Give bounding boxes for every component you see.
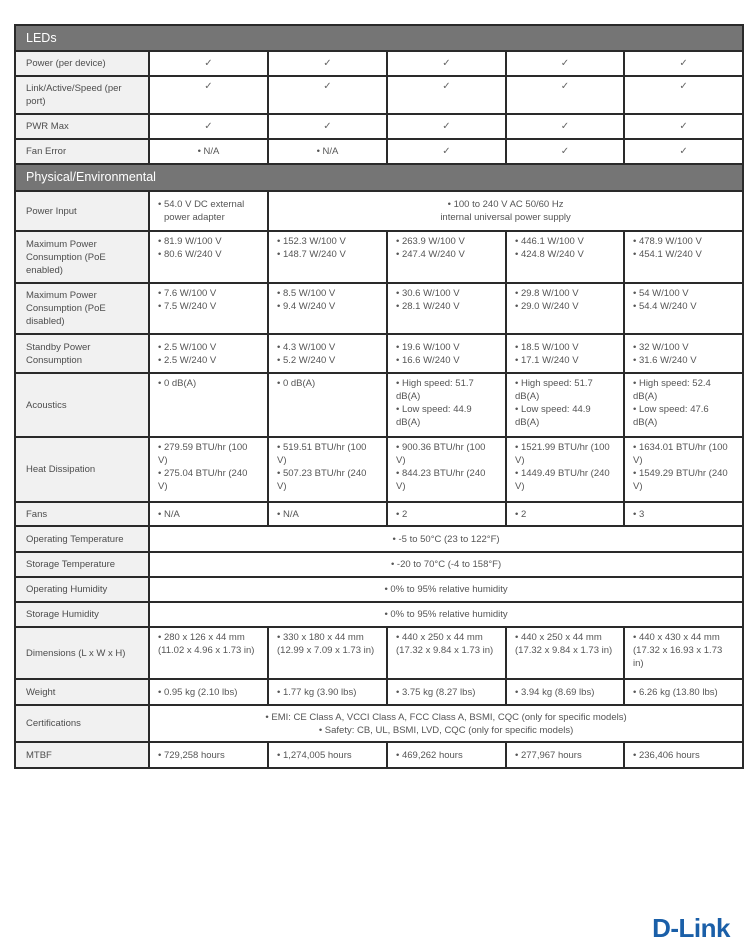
cell-line: • Low speed: 44.9 dB(A) [396, 404, 472, 428]
row-label: Storage Humidity [15, 602, 149, 627]
cell-line: • 1634.01 BTU/hr (100 V) [633, 442, 728, 466]
row-label: MTBF [15, 742, 149, 768]
cell-line: • 5.2 W/240 V [277, 354, 336, 366]
check-icon: ✓ [387, 139, 506, 164]
cell-line: • 446.1 W/100 V [515, 236, 584, 247]
cell-value [387, 373, 506, 437]
cell-line: • 0 dB(A) [277, 378, 316, 389]
cell-line: • 148.7 W/240 V [277, 249, 346, 260]
row-label: Weight [15, 679, 149, 705]
row-label: Fan Error [15, 139, 149, 164]
cell-value [624, 334, 743, 373]
check-icon: ✓ [506, 76, 624, 114]
section-header-leds [15, 25, 743, 51]
cell-value [506, 283, 624, 334]
cell-line: • 275.04 BTU/hr (240 V) [158, 468, 248, 492]
cell-value [624, 437, 743, 502]
check-icon: ✓ [624, 139, 743, 164]
cell-line: • Low speed: 47.6 dB(A) [633, 404, 709, 428]
check-icon: ✓ [506, 114, 624, 139]
table-row [15, 334, 743, 373]
cell-value: • 3 [624, 502, 743, 526]
table-row [15, 51, 743, 76]
table-row [15, 742, 743, 768]
cell-line: • 54.0 V DC external [158, 199, 245, 210]
check-icon: ✓ [387, 76, 506, 114]
table-row [15, 76, 743, 114]
cell-value [387, 437, 506, 502]
section-title: Physical/Environmental [15, 164, 743, 191]
cell-value: • N/A [149, 502, 268, 526]
cell-line: • 19.6 W/100 V [396, 341, 460, 353]
row-label: Storage Temperature [15, 552, 149, 577]
cell-line: • 247.4 W/240 V [396, 249, 465, 260]
cell-value [149, 705, 743, 742]
cell-value [149, 231, 268, 283]
check-icon: ✓ [268, 51, 387, 76]
cell-line: • 9.4 W/240 V [277, 301, 336, 312]
table-row [15, 114, 743, 139]
cell-value: • 330 x 180 x 44 mm (12.99 x 7.09 x 1.73 in) [268, 627, 387, 679]
cell-value [624, 373, 743, 437]
row-label: Maximum Power Consumption (PoE disabled) [15, 283, 149, 334]
cell-line: • 263.9 W/100 V [396, 236, 465, 247]
cell-value [149, 334, 268, 373]
cell-line: • 32 W/100 V [633, 341, 689, 353]
row-label: Maximum Power Consumption (PoE enabled) [15, 231, 149, 283]
cell-value [268, 283, 387, 334]
cell-line: • 29.8 W/100 V [515, 288, 579, 299]
cell-value: • 440 x 250 x 44 mm (17.32 x 9.84 x 1.73 in) [387, 627, 506, 679]
cell-value: • 236,406 hours [624, 742, 743, 768]
cell-line: • 4.3 W/100 V [277, 341, 336, 353]
table-row [15, 627, 743, 679]
cell-line: • 8.5 W/100 V [277, 288, 336, 299]
cell-line: • 478.9 W/100 V [633, 236, 702, 247]
check-icon: ✓ [624, 51, 743, 76]
check-icon: ✓ [149, 114, 268, 139]
cell-value: • 0.95 kg (2.10 lbs) [149, 679, 268, 705]
cell-value [149, 437, 268, 502]
cell-line: • 152.3 W/100 V [277, 236, 346, 247]
table-row [15, 552, 743, 577]
row-label: Operating Humidity [15, 577, 149, 602]
cell-value: • 0% to 95% relative humidity [149, 577, 743, 602]
cell-value: • 280 x 126 x 44 mm (11.02 x 4.96 x 1.73 in) [149, 627, 268, 679]
table-row [15, 231, 743, 283]
cell-value [387, 231, 506, 283]
cell-line: • EMI: CE Class A, VCCI Class A, FCC Class A, BSMI, CQC (only for specific models) [265, 711, 627, 723]
spec-sheet [14, 24, 742, 769]
cell-line: • 29.0 W/240 V [515, 301, 579, 312]
cell-value [506, 437, 624, 502]
cell-value [506, 373, 624, 437]
table-row [15, 191, 743, 231]
check-icon: ✓ [624, 76, 743, 114]
section-header-physical [15, 164, 743, 191]
cell-value: • -5 to 50°C (23 to 122°F) [149, 526, 743, 552]
cell-line: • Safety: CB, UL, BSMI, LVD, CQC (only for specific models) [318, 724, 574, 736]
table-row [15, 139, 743, 164]
row-label: Power (per device) [15, 51, 149, 76]
cell-value: • 1,274,005 hours [268, 742, 387, 768]
section-title: LEDs [15, 25, 743, 51]
cell-line: • 2.5 W/240 V [158, 354, 217, 366]
cell-value: • 469,262 hours [387, 742, 506, 768]
table-row [15, 526, 743, 552]
cell-line: • 81.9 W/100 V [158, 236, 222, 247]
cell-value: • 2 [387, 502, 506, 526]
check-icon: ✓ [149, 76, 268, 114]
cell-value: • 3.75 kg (8.27 lbs) [387, 679, 506, 705]
cell-line: • 424.8 W/240 V [515, 249, 584, 260]
cell-value: • N/A [268, 502, 387, 526]
row-label: Standby Power Consumption [15, 334, 149, 373]
cell-value [149, 373, 268, 437]
cell-line: • 454.1 W/240 V [633, 249, 702, 260]
cell-value [268, 191, 743, 231]
cell-value [506, 231, 624, 283]
cell-value [268, 334, 387, 373]
cell-value: • 440 x 250 x 44 mm (17.32 x 9.84 x 1.73 in) [506, 627, 624, 679]
cell-value [624, 283, 743, 334]
cell-line: • 16.6 W/240 V [396, 354, 460, 366]
cell-value: • 1.77 kg (3.90 lbs) [268, 679, 387, 705]
check-icon: ✓ [624, 114, 743, 139]
row-label: Fans [15, 502, 149, 526]
cell-line: power adapter [164, 212, 225, 223]
cell-value: • N/A [268, 139, 387, 164]
row-label: Operating Temperature [15, 526, 149, 552]
check-icon: ✓ [506, 51, 624, 76]
cell-line: • 54 W/100 V [633, 288, 689, 299]
cell-value [149, 283, 268, 334]
cell-line: • 31.6 W/240 V [633, 354, 697, 366]
cell-line: internal universal power supply [440, 212, 571, 223]
cell-line: • 1521.99 BTU/hr (100 V) [515, 442, 610, 466]
cell-value [268, 373, 387, 437]
table-row [15, 437, 743, 502]
row-label: PWR Max [15, 114, 149, 139]
cell-line: • 507.23 BTU/hr (240 V) [277, 468, 367, 492]
spec-table [14, 24, 744, 769]
row-label: Heat Dissipation [15, 437, 149, 502]
cell-value [624, 231, 743, 283]
cell-line: • 519.51 BTU/hr (100 V) [277, 442, 367, 466]
row-label: Acoustics [15, 373, 149, 437]
cell-line: • 844.23 BTU/hr (240 V) [396, 468, 486, 492]
row-label: Dimensions (L x W x H) [15, 627, 149, 679]
cell-line: • 279.59 BTU/hr (100 V) [158, 442, 248, 466]
table-row [15, 602, 743, 627]
check-icon: ✓ [149, 51, 268, 76]
cell-value [387, 334, 506, 373]
table-row [15, 283, 743, 334]
cell-line: • 17.1 W/240 V [515, 354, 579, 366]
cell-line: • 2.5 W/100 V [158, 341, 217, 353]
cell-line: • High speed: 51.7 dB(A) [515, 378, 593, 402]
cell-value: • 2 [506, 502, 624, 526]
cell-line: • 80.6 W/240 V [158, 249, 222, 260]
cell-line: • High speed: 52.4 dB(A) [633, 378, 711, 402]
cell-line: • 100 to 240 V AC 50/60 Hz [447, 199, 564, 210]
cell-line: • 18.5 W/100 V [515, 341, 579, 353]
cell-value: • N/A [149, 139, 268, 164]
row-label: Link/Active/Speed (per port) [15, 76, 149, 114]
check-icon: ✓ [387, 51, 506, 76]
cell-line: • Low speed: 44.9 dB(A) [515, 404, 591, 428]
cell-value: • 3.94 kg (8.69 lbs) [506, 679, 624, 705]
table-row [15, 679, 743, 705]
table-row [15, 577, 743, 602]
cell-value [387, 283, 506, 334]
check-icon: ✓ [268, 76, 387, 114]
cell-value: • -20 to 70°C (-4 to 158°F) [149, 552, 743, 577]
check-icon: ✓ [506, 139, 624, 164]
cell-line: • 7.5 W/240 V [158, 301, 217, 312]
cell-value: • 0% to 95% relative humidity [149, 602, 743, 627]
check-icon: ✓ [268, 114, 387, 139]
cell-value: • 6.26 kg (13.80 lbs) [624, 679, 743, 705]
cell-line: • 1549.29 BTU/hr (240 V) [633, 468, 728, 492]
cell-value [268, 231, 387, 283]
row-label: Certifications [15, 705, 149, 742]
cell-line: • 1449.49 BTU/hr (240 V) [515, 468, 610, 492]
cell-line: • 0 dB(A) [158, 378, 197, 389]
dlink-logo: D-Link [652, 913, 730, 943]
cell-value: • 440 x 430 x 44 mm (17.32 x 16.93 x 1.73 in) [624, 627, 743, 679]
cell-line: • 30.6 W/100 V [396, 288, 460, 299]
cell-line: • 900.36 BTU/hr (100 V) [396, 442, 486, 466]
cell-value: • 729,258 hours [149, 742, 268, 768]
cell-line: • High speed: 51.7 dB(A) [396, 378, 474, 402]
cell-line: • 28.1 W/240 V [396, 301, 460, 312]
table-row [15, 373, 743, 437]
cell-line: • 7.6 W/100 V [158, 288, 217, 299]
cell-value [149, 191, 268, 231]
table-row [15, 502, 743, 526]
cell-value: • 277,967 hours [506, 742, 624, 768]
cell-value [268, 437, 387, 502]
row-label: Power Input [15, 191, 149, 231]
table-row [15, 705, 743, 742]
cell-value [506, 334, 624, 373]
cell-line: • 54.4 W/240 V [633, 301, 697, 312]
check-icon: ✓ [387, 114, 506, 139]
